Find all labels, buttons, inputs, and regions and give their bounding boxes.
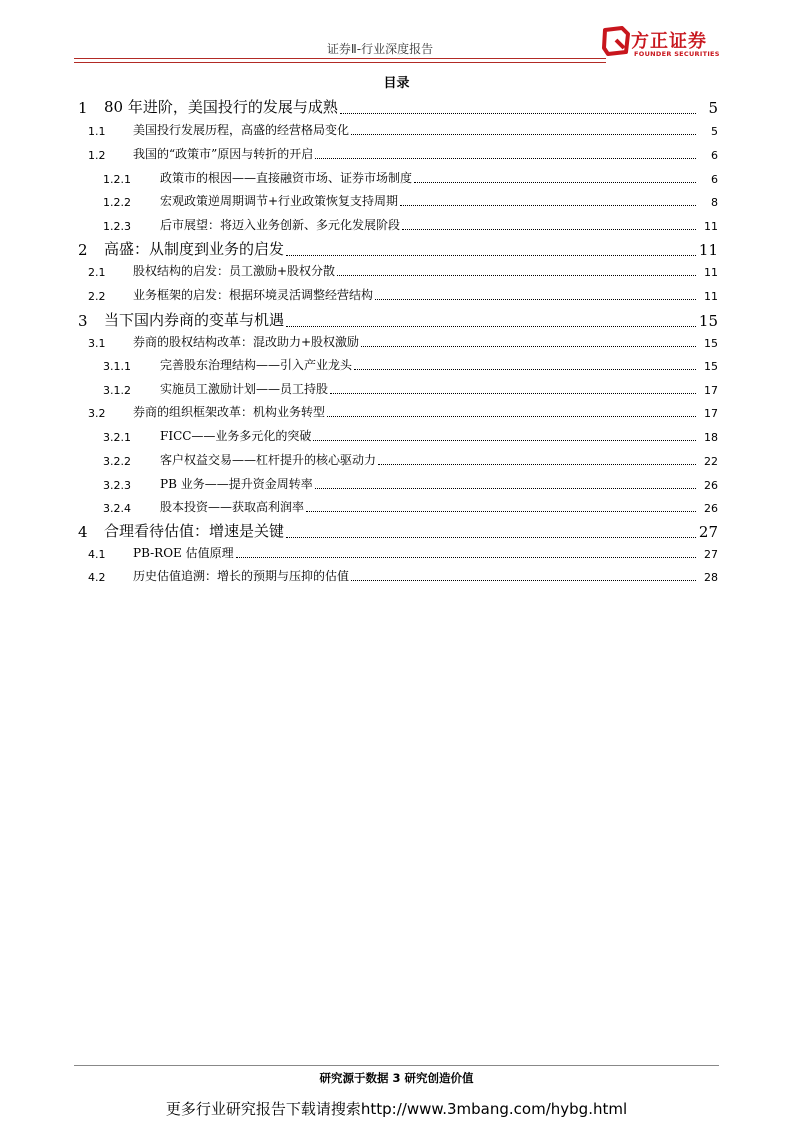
toc-entry[interactable]: [0, 519, 793, 541]
toc-entry-page: 18: [704, 431, 718, 444]
toc-leader-dots: [315, 158, 696, 159]
toc-entry-title: 政策市的根因——直接融资市场、证券市场制度: [160, 171, 413, 185]
toc-entry[interactable]: [0, 120, 793, 138]
toc-entry-page: 11: [704, 220, 718, 233]
toc-entry[interactable]: [0, 332, 793, 350]
toc-entry[interactable]: [0, 474, 793, 492]
toc-entry[interactable]: [0, 308, 793, 330]
toc-entry-title: PB 业务——提升资金周转率: [160, 477, 313, 491]
toc-entry-title: 股权结构的启发：员工激励+股权分散: [133, 264, 336, 278]
toc-entry[interactable]: [0, 285, 793, 303]
toc-entry-page: 5: [708, 99, 718, 117]
toc-entry-number: 3.1: [88, 337, 106, 350]
founder-logo-icon: [602, 26, 630, 56]
toc-entry-title: 完善股东治理结构——引入产业龙头: [160, 358, 353, 372]
toc-entry-title: FICC——业务多元化的突破: [160, 429, 312, 443]
header-divider: [74, 58, 606, 59]
logo-english-name: FOUNDER SECURITIES: [634, 50, 720, 58]
toc-entry[interactable]: [0, 379, 793, 397]
logo-chinese-name: 方正证券: [631, 31, 707, 52]
toc-entry-page: 15: [704, 337, 718, 350]
toc-leader-dots: [327, 416, 696, 417]
toc-entry[interactable]: [0, 566, 793, 584]
toc-entry-title: 实施员工激励计划——员工持股: [160, 382, 329, 396]
toc-title: 目录: [383, 76, 410, 91]
toc-entry[interactable]: [0, 450, 793, 468]
toc-entry-title: 业务框架的启发：根据环境灵活调整经营结构: [133, 288, 374, 302]
toc-entry-number: 2.1: [88, 266, 106, 279]
toc-entry-title: 当下国内券商的变革与机遇: [104, 311, 285, 329]
toc-entry-number: 1.2.1: [103, 173, 131, 186]
footer-divider: [74, 1065, 719, 1066]
toc-entry[interactable]: [0, 191, 793, 209]
toc-entry-title: 客户权益交易——杠杆提升的核心驱动力: [160, 453, 377, 467]
toc-entry-number: 2.2: [88, 290, 106, 303]
promo-link-text[interactable]: 更多行业研究报告下载请搜索http://www.3mbang.com/hybg.html: [165, 1100, 628, 1118]
toc-leader-dots: [313, 440, 696, 441]
toc-leader-dots: [286, 537, 696, 538]
toc-entry-number: 3.2.2: [103, 455, 131, 468]
toc-entry-number: 3.1.1: [103, 360, 131, 373]
company-logo: [602, 26, 722, 60]
toc-entry-page: 22: [704, 455, 718, 468]
toc-entry-number: 3.1.2: [103, 384, 131, 397]
toc-entry[interactable]: [0, 215, 793, 233]
toc-entry-page: 17: [704, 407, 718, 420]
toc-leader-dots: [400, 205, 696, 206]
toc-entry[interactable]: [0, 261, 793, 279]
toc-entry[interactable]: [0, 144, 793, 162]
toc-leader-dots: [351, 580, 696, 581]
toc-entry-page: 26: [704, 502, 718, 515]
toc-leader-dots: [286, 255, 696, 256]
toc-entry-page: 8: [711, 196, 718, 209]
toc-leader-dots: [402, 229, 696, 230]
toc-entry-page: 15: [704, 360, 718, 373]
toc-entry-page: 5: [711, 125, 718, 138]
toc-entry[interactable]: [0, 168, 793, 186]
toc-entry-title: 我国的“政策市”原因与转折的开启: [133, 147, 314, 161]
toc-leader-dots: [340, 113, 696, 114]
toc-entry-page: 27: [698, 523, 718, 541]
toc-entry-title: 合理看待估值：增速是关键: [104, 522, 285, 540]
toc-entry-number: 3.2: [88, 407, 106, 420]
toc-entry-number: 3: [78, 312, 88, 330]
toc-entry-page: 6: [711, 149, 718, 162]
toc-entry-page: 15: [698, 312, 718, 330]
toc-entry-number: 1.1: [88, 125, 106, 138]
toc-leader-dots: [354, 369, 696, 370]
toc-entry-page: 11: [698, 241, 718, 259]
toc-entry-title: PB-ROE 估值原理: [133, 546, 234, 560]
toc-entry[interactable]: [0, 237, 793, 259]
toc-entry-page: 17: [704, 384, 718, 397]
toc-entry-number: 1: [78, 99, 88, 117]
toc-entry-title: 宏观政策逆周期调节+行业政策恢复支持周期: [160, 194, 399, 208]
toc-entry-number: 1.2.2: [103, 196, 131, 209]
toc-entry-title: 高盛：从制度到业务的启发: [104, 240, 285, 258]
toc-entry[interactable]: [0, 402, 793, 420]
toc-entry-number: 3.2.3: [103, 479, 131, 492]
toc-leader-dots: [337, 275, 696, 276]
header-divider-secondary: [74, 62, 606, 63]
toc-entry-title: 历史估值追溯：增长的预期与压抑的估值: [133, 569, 350, 583]
toc-entry-title: 股本投资——获取高利润率: [160, 500, 305, 514]
toc-entry[interactable]: [0, 95, 793, 117]
toc-entry-page: 11: [704, 290, 718, 303]
toc-entry-number: 4: [78, 523, 88, 541]
toc-leader-dots: [351, 134, 696, 135]
toc-entry-number: 2: [78, 241, 88, 259]
toc-entry-number: 1.2.3: [103, 220, 131, 233]
toc-entry[interactable]: [0, 355, 793, 373]
toc-leader-dots: [375, 299, 696, 300]
toc-entry-number: 1.2: [88, 149, 106, 162]
toc-entry[interactable]: [0, 497, 793, 515]
toc-entry-number: 3.2.1: [103, 431, 131, 444]
toc-entry-title: 80 年进阶，美国投行的发展与成熟: [104, 98, 338, 116]
toc-entry-title: 券商的股权结构改革：混改助力+股权激励: [133, 335, 360, 349]
footer-slogan: 研究源于数据 3 研究创造价值: [319, 1071, 474, 1085]
toc-leader-dots: [361, 346, 696, 347]
toc-entry[interactable]: [0, 543, 793, 561]
toc-entry-page: 6: [711, 173, 718, 186]
toc-leader-dots: [286, 326, 696, 327]
toc-entry-page: 11: [704, 266, 718, 279]
toc-entry-number: 4.2: [88, 571, 106, 584]
toc-entry-page: 28: [704, 571, 718, 584]
toc-leader-dots: [315, 488, 696, 489]
toc-entry-number: 3.2.4: [103, 502, 131, 515]
toc-entry-title: 美国投行发展历程，高盛的经营格局变化: [133, 123, 350, 137]
toc-entry-page: 27: [704, 548, 718, 561]
toc-leader-dots: [330, 393, 696, 394]
toc-entry-title: 券商的组织框架改革：机构业务转型: [133, 405, 326, 419]
toc-leader-dots: [378, 464, 696, 465]
toc-entry[interactable]: [0, 426, 793, 444]
toc-leader-dots: [414, 182, 696, 183]
toc-entry-page: 26: [704, 479, 718, 492]
toc-leader-dots: [236, 557, 696, 558]
toc-entry-title: 后市展望：将迈入业务创新、多元化发展阶段: [160, 218, 401, 232]
toc-entry-number: 4.1: [88, 548, 106, 561]
header-title: 证券Ⅱ-行业深度报告: [326, 42, 434, 56]
toc-leader-dots: [306, 511, 696, 512]
